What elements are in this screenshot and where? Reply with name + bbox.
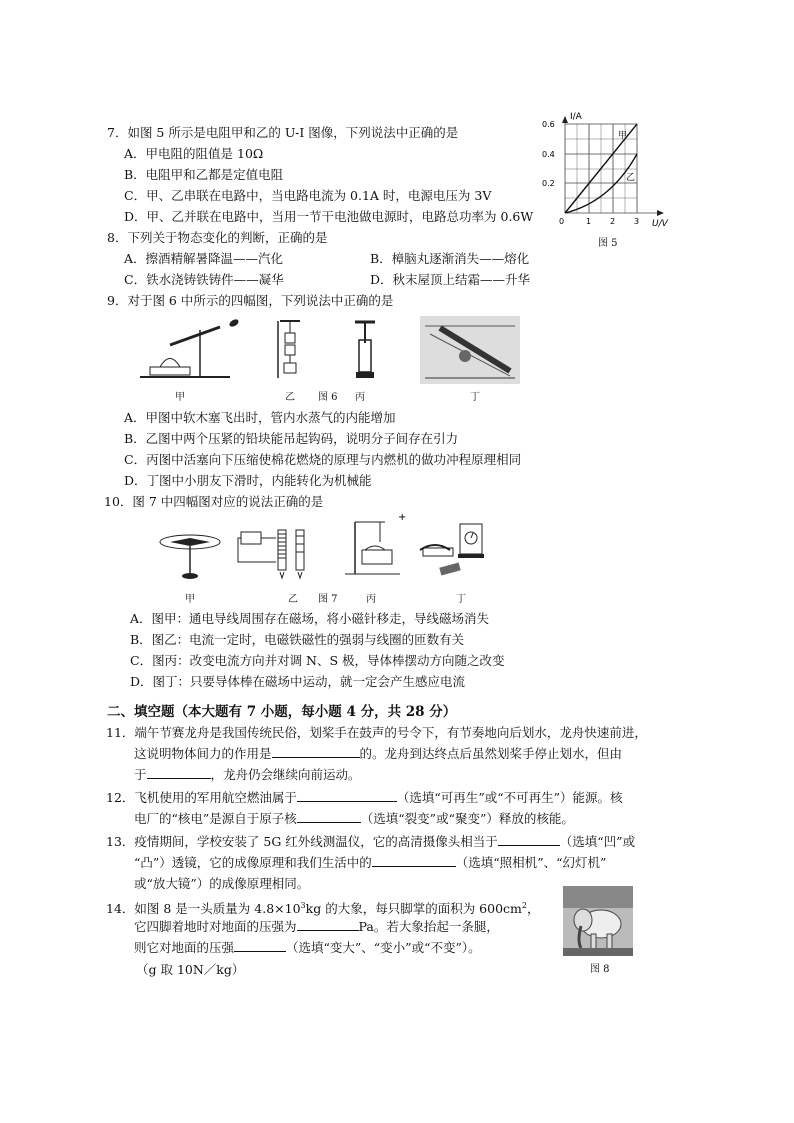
q8-option-d: D．秋末屋顶上结霜——升华 [370,272,531,287]
q13-line-1a: 13．疫情期间，学校安装了 5G 红外线测温仪，它的高清摄像头相当于 [106,834,498,849]
q11-line-3a: 于 [134,767,147,782]
figure-6-jia-test-tube-illustration [130,315,250,385]
graph-label-jia: 甲 [618,131,628,141]
q9-option-a: A．甲图中软木塞飞出时，管内水蒸气的内能增加 [124,410,396,425]
q12-line-2a: 电厂的“核电”是源自于原子核 [134,811,297,826]
graph-y-label: I/A [570,112,582,122]
figure-6-label-bing: 丙 [355,392,365,403]
q11-line-1: 11．端午节赛龙舟是我国传统民俗，划桨手在鼓声的号令下，有节奏地向后划水，龙舟快速前进， [106,725,647,740]
q12-line-2 [134,810,574,828]
figure-7-yi-electromagnet-illustration [236,522,326,580]
q14-exponent-2: 2 [521,901,527,910]
q13-line-1b: （选填“凹”或 [559,834,636,849]
figure-5-ui-graph [540,110,680,228]
q12-line-1 [106,789,622,807]
q13-line-3: 或“放大镜”）的成像原理相同。 [134,876,310,891]
q7-option-b: B．电阻甲和乙都是定值电阻 [124,167,284,182]
q10-stem: 10．图 7 中四幅图对应的说法正确的是 [104,494,324,509]
figure-7-label-ding: 丁 [456,594,466,605]
q14-line-3 [134,939,481,957]
figure-6-bing-piston-illustration [350,318,380,380]
q13-line-2b: （选填“照相机”、“幻灯机” [455,855,607,870]
graph-x-tick: 2 [610,217,616,226]
figure-6-label-yi: 乙 [285,392,295,403]
q8-option-b: B．樟脑丸逐渐消失——熔化 [370,251,530,266]
q12-blank-1[interactable] [297,789,397,802]
q11-line-2b: 的。龙舟到达终点后虽然划桨手停止划水，但由 [359,746,623,761]
q12-line-2b: （选填“裂变”或“聚变”）释放的核能。 [360,811,574,826]
q9-option-b: B．乙图中两个压紧的铅块能吊起钩码，说明分子间存在引力 [124,431,459,446]
q8-option-c: C．铁水浇铸铁铸件——凝华 [124,272,284,287]
figure-5-caption: 图 5 [598,238,618,249]
q11-line-3 [134,766,361,784]
figure-6-yi-lead-blocks-illustration [275,318,305,380]
q7-option-a: A．甲电阻的阻值是 10Ω [124,146,264,161]
q13-blank-1[interactable] [498,833,560,846]
q14-exponent-3: 3 [300,901,306,910]
q11-line-3b: ，龙舟仍会继续向前运动。 [210,767,361,782]
graph-x-tick: 3 [634,217,640,226]
q14-line-2b: Pa。若大象抬起一条腿， [358,919,499,934]
q13-blank-2[interactable] [372,854,456,867]
figure-7-ding-induction-illustration [415,520,525,580]
q13-line-2 [134,854,606,872]
figure-6-ding-slide-illustration [420,316,520,384]
q11-blank-2[interactable] [147,766,211,779]
q9-stem: 9．对于图 6 中所示的四幅图，下列说法中正确的是 [107,293,394,308]
q9-option-c: C．丙图中活塞向下压缩使棉花燃烧的原理与内燃机的做功冲程原理相同 [124,452,522,467]
q11-blank-1[interactable] [272,745,360,758]
q14-line-3a: 则它对地面的压强 [134,940,235,955]
figure-6-label-jia: 甲 [175,392,185,403]
figure-6-label-ding: 丁 [470,392,480,403]
q14-line-2a: 它四脚着地时对地面的压强为 [134,919,297,934]
figure-7-label-jia: 甲 [185,594,195,605]
graph-x-label: U/V [652,219,668,229]
q10-option-a: A．图甲：通电导线周围存在磁场，将小磁针移走，导线磁场消失 [130,611,490,626]
graph-y-tick: 0.2 [542,179,555,188]
figure-7-caption: 图 7 [318,594,338,605]
q14-line-1c: ， [526,901,540,917]
graph-y-tick: 0.6 [542,120,555,129]
q10-option-c: C．图丙：改变电流方向并对调 N、S 极，导体棒摆动方向随之改变 [130,653,505,668]
figure-6-caption: 图 6 [318,392,338,403]
graph-x-tick: 1 [586,217,592,226]
q7-option-c: C．甲、乙串联在电路中，当电路电流为 0.1A 时，电源电压为 3V [124,188,492,203]
q14-blank-1[interactable] [297,918,359,931]
q12-blank-2[interactable] [297,810,361,823]
figure-8-caption: 图 8 [590,964,610,975]
q11-line-2a: 这说明物体间力的作用是 [134,746,272,761]
graph-x-tick: 0 [559,217,565,226]
q13-line-2a: “凸”）透镜，它的成像原理和我们生活中的 [134,855,372,870]
q14-line-1 [106,897,540,918]
q14-line-3b: （选填“变大”、“变小”或“不变”）。 [286,940,481,955]
q11-line-2 [134,745,622,763]
q10-option-d: D．图丁：只要导体棒在磁场中运动，就一定会产生感应电流 [130,674,466,689]
graph-label-yi: 乙 [626,173,636,183]
q13-line-1 [106,833,635,851]
q7-option-d: D．甲、乙并联在电路中，当用一节干电池做电源时，电路总功率为 0.6W [124,209,534,224]
figure-7-jia-compass-illustration [155,522,225,580]
figure-7-label-yi: 乙 [288,594,298,605]
figure-8-elephant-photo [563,886,633,956]
figure-7-bing-swing-illustration [340,512,405,580]
q14-line-2 [134,918,499,936]
q14-line-1b: kg 的大象，每只脚掌的面积为 600cm [305,901,522,917]
q14-blank-2[interactable] [234,939,286,952]
section-2-title: 二、填空题（本大题有 7 小题，每小题 4 分，共 28 分） [107,704,457,720]
q10-option-b: B．图乙：电流一定时，电磁铁磁性的强弱与线圈的匝数有关 [130,632,465,647]
graph-y-tick: 0.4 [542,150,555,159]
q7-stem: 7．如图 5 所示是电阻甲和乙的 U-I 图像，下列说法中正确的是 [107,125,459,140]
q9-option-d: D．丁图中小朋友下滑时，内能转化为机械能 [124,473,372,488]
svg-text:+: + [398,512,407,523]
q8-stem: 8．下列关于物态变化的判断，正确的是 [107,230,328,245]
q12-line-1b: （选填“可再生”或“不可再生”）能源。核 [396,790,623,805]
q14-line-1a: 14．如图 8 是一头质量为 4.8×10 [106,901,301,917]
q8-option-a: A．擦酒精解暑降温——汽化 [124,251,284,266]
q14-line-4: （g 取 10N／kg） [136,962,245,977]
figure-7-label-bing: 丙 [366,594,376,605]
q12-line-1a: 12．飞机使用的军用航空燃油属于 [106,790,297,805]
